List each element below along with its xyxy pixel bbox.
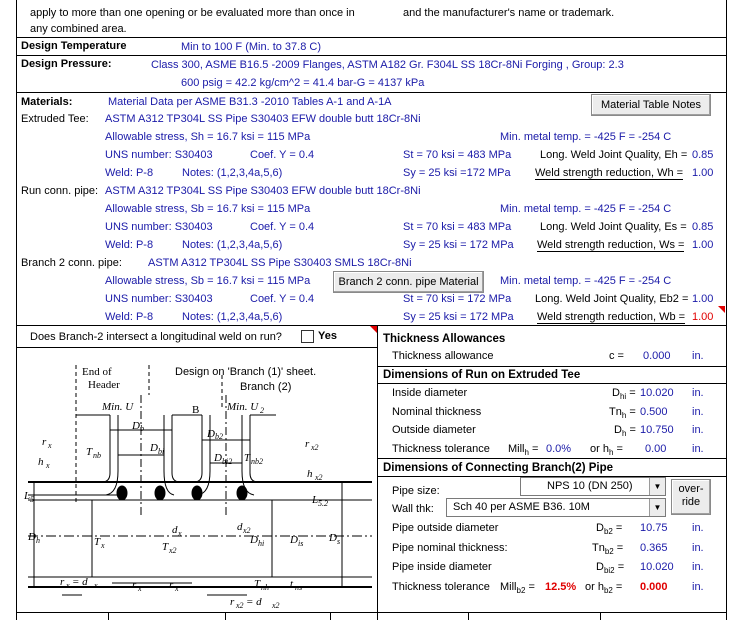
thickness-allowances-title: Thickness Allowances: [383, 333, 506, 345]
branch-tnb2-symbol: $Tn_{b2}$ =: [592, 542, 624, 557]
run-inside-diameter-unit: in.: [692, 387, 704, 399]
top-note-line2: any combined area.: [30, 23, 127, 35]
chevron-down-icon: ▼: [649, 478, 665, 495]
label-tx2: T: [162, 541, 169, 553]
pipe-size-label: Pipe size:: [392, 485, 440, 497]
run-nominal-thickness-value: 0.500: [640, 406, 668, 418]
svg-text:x2: x2: [236, 601, 244, 610]
label-l52: L: [312, 494, 319, 506]
label-hx: h: [38, 456, 44, 468]
extruded-ejq-label: Long. Weld Joint Quality, Eh =: [540, 149, 688, 161]
label-design-on: Design on 'Branch (1)' sheet.: [175, 366, 317, 378]
svg-text:x2: x2: [315, 473, 323, 482]
branch-outside-diameter-value: 10.75: [640, 522, 668, 534]
design-pressure-label: Design Pressure:: [21, 58, 112, 70]
svg-text:nh: nh: [261, 583, 269, 592]
label-dh: D: [28, 531, 36, 543]
svg-text:bi: bi: [158, 447, 165, 456]
svg-text:is: is: [298, 539, 304, 548]
run-pipe-label: Run conn. pipe:: [21, 185, 99, 197]
run-wsr-value: 1.00: [692, 239, 714, 251]
label-hx2: h: [307, 468, 313, 480]
extruded-min-temp: Min. metal temp. = -425 F = -254 C: [500, 131, 672, 143]
branch-wsr-label: Weld strength reduction, Wb =: [537, 311, 686, 323]
svg-text:b2: b2: [215, 432, 223, 441]
branch-ejq-value: 1.00: [692, 293, 714, 305]
label-rx-bottom1: r: [132, 579, 137, 591]
svg-text:x: x: [48, 441, 52, 450]
thickness-c-unit: in.: [692, 350, 704, 362]
svg-text:x2: x2: [243, 526, 251, 535]
svg-text:bi2: bi2: [222, 457, 233, 466]
extruded-uns: UNS number: S30403: [105, 149, 213, 161]
branch-wsr-value: 1.00: [692, 311, 714, 323]
svg-text:x: x: [175, 584, 179, 593]
svg-text:x: x: [178, 529, 182, 538]
label-ds: D: [329, 532, 337, 544]
design-temp-value: Min to 100 F (Min. to 37.8 C): [181, 41, 321, 53]
extruded-tee-label: Extruded Tee:: [21, 113, 89, 125]
run-coef: Coef. Y = 0.4: [250, 221, 315, 233]
label-dbi: D: [150, 442, 158, 454]
branch-inside-diameter-unit: in.: [692, 561, 704, 573]
design-pressure-value2: 600 psig = 42.2 kg/cm^2 = 41.4 bar-G = 4137 kPa: [181, 77, 425, 89]
branch-nominal-thickness-value: 0.365: [640, 542, 668, 554]
extruded-coef: Coef. Y = 0.4: [250, 149, 315, 161]
branch-or-h-label: or $h_{b2}$ =: [585, 581, 623, 596]
svg-text:x2: x2: [311, 443, 319, 452]
label-b: B: [192, 404, 200, 416]
branch-material-button[interactable]: Branch 2 conn. pipe Material: [333, 271, 484, 293]
branch-notes: Notes: (1,2,3,4a,5,6): [182, 311, 283, 323]
svg-text:x2: x2: [169, 546, 177, 555]
run-st: St = 70 ksi = 483 MPa: [403, 221, 512, 233]
wall-thickness-select[interactable]: Sch 40 per ASME B36. 10M ▼: [446, 498, 666, 517]
run-tolerance-unit: in.: [692, 443, 704, 455]
extruded-wsr-value: 1.00: [692, 167, 714, 179]
extruded-allowable-stress: Allowable stress, Sh = 16.7 ksi = 115 MPa: [105, 131, 311, 143]
label-dx: d: [172, 524, 178, 536]
branch-uns: UNS number: S30403: [105, 293, 213, 305]
label-dhi: D: [250, 534, 258, 546]
run-notes: Notes: (1,2,3,4a,5,6): [182, 239, 283, 251]
run-ejq-label: Long. Weld Joint Quality, Es =: [540, 221, 687, 233]
label-tnb: T: [86, 446, 93, 458]
svg-text:x2: x2: [272, 601, 280, 610]
run-outside-diameter-value: 10.750: [640, 424, 674, 436]
label-dis: D: [290, 534, 298, 546]
design-temp-label: Design Temperature: [21, 40, 127, 52]
label-tx: T: [94, 536, 101, 548]
branch-outside-diameter-unit: in.: [692, 522, 704, 534]
pipe-size-select[interactable]: NPS 10 (DN 250) ▼: [520, 477, 666, 496]
extruded-wsr-label: Weld strength reduction, Wh =: [535, 167, 684, 179]
override-button[interactable]: over- ride: [671, 479, 711, 515]
branch-db2-symbol: $D_{b2}$ =: [596, 522, 623, 537]
branch-sy: Sy = 25 ksi = 172 MPa: [403, 311, 514, 323]
svg-text:5: 5: [30, 495, 34, 504]
material-table-notes-button[interactable]: Material Table Notes: [591, 94, 711, 116]
extruded-tee-diagram: [22, 355, 376, 610]
yes-label: Yes: [318, 330, 337, 342]
label-end-of: End of: [82, 366, 112, 378]
branch-coef: Coef. Y = 0.4: [250, 293, 315, 305]
label-header: Header: [88, 379, 120, 391]
branch-or-h-value: 0.000: [640, 581, 668, 593]
run-weld: Weld: P-8: [105, 239, 154, 251]
extruded-tee-spec: ASTM A312 TP304L SS Pipe S30403 EFW double butt 18Cr-8Ni: [105, 113, 421, 125]
run-allowable-stress: Allowable stress, Sb = 16.7 ksi = 115 MPa: [105, 203, 311, 215]
svg-text:nb2: nb2: [251, 457, 263, 466]
comment-marker-icon: [718, 306, 726, 314]
branch2-dimensions-title: Dimensions of Connecting Branch(2) Pipe: [383, 462, 614, 474]
chevron-down-icon: ▼: [649, 499, 665, 516]
extruded-st: St = 70 ksi = 483 MPa: [403, 149, 512, 161]
run-sy: Sy = 25 ksi = 172 MPa: [403, 239, 514, 251]
run-pipe-spec: ASTM A312 TP304L SS Pipe S30403 EFW double butt 18Cr-8Ni: [105, 185, 421, 197]
svg-text:ns: ns: [295, 583, 303, 592]
run-outside-diameter-label: Outside diameter: [392, 424, 476, 436]
label-rx2: r: [305, 438, 310, 450]
run-ejq-value: 0.85: [692, 221, 714, 233]
run-wsr-label: Weld strength reduction, Ws =: [537, 239, 685, 251]
materials-source: Material Data per ASME B31.3 -2010 Tables A-1 and A-1A: [108, 96, 392, 108]
label-min-u: Min. U: [102, 401, 134, 413]
label-rx: r: [42, 436, 47, 448]
run-tnh-symbol: $Tn_h$ =: [609, 406, 636, 421]
label-db2: D: [207, 428, 215, 440]
svg-text:x: x: [46, 461, 50, 470]
svg-text:2: 2: [260, 406, 264, 415]
svg-text:s: s: [337, 537, 341, 546]
branch-pipe-label: Branch 2 conn. pipe:: [21, 257, 122, 269]
run-nominal-thickness-label: Nominal thickness: [392, 406, 482, 418]
branch-weld: Weld: P-8: [105, 311, 154, 323]
branch-dbi2-symbol: $D_{bi2}$ =: [596, 561, 625, 576]
label-dx2: d: [237, 521, 243, 533]
run-thickness-tolerance-label: Thickness tolerance: [392, 443, 490, 455]
thickness-c-value: 0.000: [643, 350, 671, 362]
svg-text:x: x: [101, 541, 105, 550]
branch-allowable-stress: Allowable stress, Sb = 16.7 ksi = 115 MPa: [105, 275, 311, 287]
label-l5: L: [24, 490, 31, 502]
label-rx-eq: r: [60, 576, 65, 588]
branch-longitudinal-question: Does Branch-2 intersect a longitudinal weld on run?: [30, 331, 282, 343]
branch-mill-value: 12.5%: [545, 581, 577, 593]
wall-thk-label: Wall thk:: [392, 503, 434, 515]
branch-nominal-thickness-unit: in.: [692, 542, 704, 554]
branch-pipe-spec: ASTM A312 TP304L SS Pipe S30403 SMLS 18Cr-8Ni: [148, 257, 412, 269]
materials-label: Materials:: [21, 96, 73, 108]
run-mill-label: Mill$_h$ =: [508, 443, 539, 458]
run-dhi-symbol: $D_{hi}$ =: [612, 387, 636, 402]
branch-min-temp: Min. metal temp. = -425 F = -254 C: [500, 275, 672, 287]
svg-text:5.2: 5.2: [318, 499, 328, 508]
run-or-h-value: 0.00: [645, 443, 667, 455]
branch-inside-diameter-value: 10.020: [640, 561, 674, 573]
label-tns: t: [290, 578, 294, 590]
top-note-right: and the manufacturer's name or trademark.: [403, 7, 615, 19]
extruded-notes: Notes: (1,2,3,4a,5,6): [182, 167, 283, 179]
svg-text:= d: = d: [72, 576, 88, 588]
top-note-line1: apply to more than one opening or be evaluated more than once in: [30, 7, 355, 19]
design-pressure-value1: Class 300, ASME B16.5 -2009 Flanges, ASTM A182 Gr. F304L SS 18Cr-8Ni Forging , Group: 2.3: [151, 59, 624, 71]
thickness-allowance-label: Thickness allowance: [392, 350, 494, 362]
branch-nominal-thickness-label: Pipe nominal thickness:: [392, 542, 508, 554]
label-branch2: Branch (2): [240, 381, 292, 393]
svg-text:x: x: [66, 581, 70, 590]
branch-st: St = 70 ksi = 172 MPa: [403, 293, 512, 305]
run-or-h-label: or $h_h$ =: [590, 443, 623, 458]
run-inside-diameter-label: Inside diameter: [392, 387, 468, 399]
label-dbi2: D: [214, 452, 222, 464]
svg-text:h: h: [36, 536, 40, 545]
svg-text:x: x: [138, 584, 142, 593]
label-db: D: [132, 420, 140, 432]
extruded-ejq-value: 0.85: [692, 149, 714, 161]
run-mill-value: 0.0%: [546, 443, 572, 455]
run-outside-diameter-unit: in.: [692, 424, 704, 436]
thickness-c-label: c =: [609, 350, 624, 362]
label-min-u2: Min. U: [227, 401, 259, 413]
svg-text:nb: nb: [93, 451, 101, 460]
run-min-temp: Min. metal temp. = -425 F = -254 C: [500, 203, 672, 215]
svg-text:x: x: [94, 581, 98, 590]
label-rx-bottom2: r: [169, 579, 174, 591]
branch-ejq-label: Long. Weld Joint Quality, Eb2 =: [535, 293, 689, 305]
label-rx2-eq: r: [230, 596, 235, 608]
svg-text:hi: hi: [258, 539, 265, 548]
branch-mill-label: Mill$_{b2}$ =: [500, 581, 535, 596]
branch-outside-diameter-label: Pipe outside diameter: [392, 522, 499, 534]
svg-text:= d: = d: [246, 596, 262, 608]
extruded-sy: Sy = 25 ksi =172 MPa: [403, 167, 511, 179]
run-uns: UNS number: S30403: [105, 221, 213, 233]
extruded-weld: Weld: P-8: [105, 167, 154, 179]
branch-inside-diameter-label: Pipe inside diameter: [392, 561, 492, 573]
run-nominal-thickness-unit: in.: [692, 406, 704, 418]
run-dimensions-title: Dimensions of Run on Extruded Tee: [383, 369, 581, 381]
branch-tolerance-unit: in.: [692, 581, 704, 593]
label-tnb2: T: [244, 452, 251, 464]
svg-text:b: b: [140, 424, 144, 433]
label-tnh: T: [254, 578, 261, 590]
run-dh-symbol: $D_h$ =: [614, 424, 636, 439]
yes-checkbox[interactable]: [301, 330, 314, 343]
branch-thickness-tolerance-label: Thickness tolerance: [392, 581, 490, 593]
run-inside-diameter-value: 10.020: [640, 387, 674, 399]
